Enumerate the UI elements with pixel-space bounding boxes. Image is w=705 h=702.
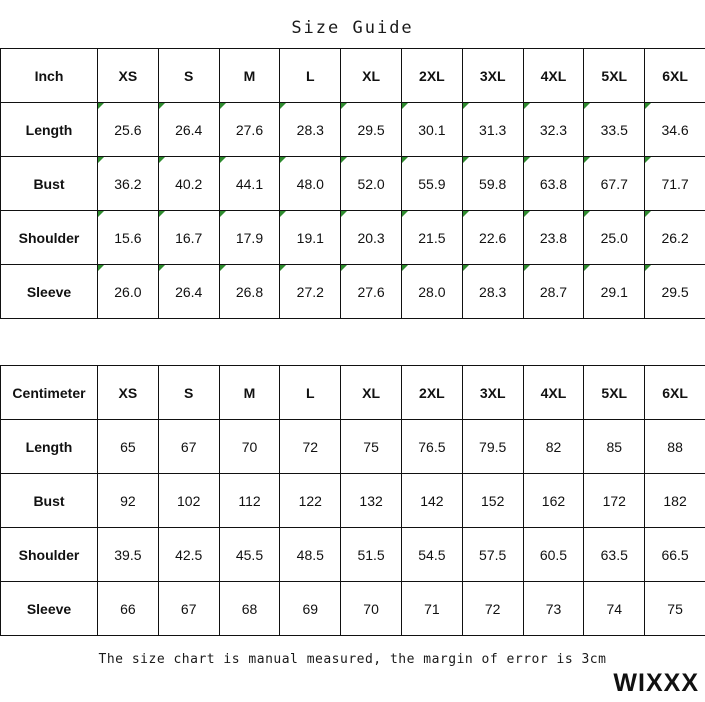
table-cell: 74 xyxy=(584,582,645,636)
table-header-row xyxy=(1,49,705,103)
table-row xyxy=(1,103,705,157)
table-cell: 28.3 xyxy=(462,265,523,319)
table-cell: 16.7 xyxy=(158,211,219,265)
table-cell: 70 xyxy=(219,420,280,474)
size-table-inch xyxy=(0,48,705,319)
column-header: 3XL xyxy=(462,366,523,420)
row-label: Length xyxy=(1,420,98,474)
row-label: Shoulder xyxy=(1,211,98,265)
table-cell: 40.2 xyxy=(158,157,219,211)
table-cell: 57.5 xyxy=(462,528,523,582)
table-cell: 20.3 xyxy=(341,211,402,265)
table-cell: 76.5 xyxy=(401,420,462,474)
column-header: 5XL xyxy=(584,49,645,103)
column-header: XS xyxy=(98,49,159,103)
table-cell: 34.6 xyxy=(645,103,705,157)
unit-label-centimeter: Centimeter xyxy=(1,366,98,420)
table-cell: 33.5 xyxy=(584,103,645,157)
table-cell: 26.8 xyxy=(219,265,280,319)
table-cell: 48.0 xyxy=(280,157,341,211)
column-header: 5XL xyxy=(584,366,645,420)
table-cell: 45.5 xyxy=(219,528,280,582)
table-cell: 71.7 xyxy=(645,157,705,211)
table-cell: 55.9 xyxy=(401,157,462,211)
column-header: 2XL xyxy=(401,49,462,103)
table-cell: 23.8 xyxy=(523,211,584,265)
table-cell: 48.5 xyxy=(280,528,341,582)
table-cell: 65 xyxy=(98,420,159,474)
table-cell: 60.5 xyxy=(523,528,584,582)
table-cell: 28.3 xyxy=(280,103,341,157)
table-cell: 26.4 xyxy=(158,103,219,157)
column-header: 4XL xyxy=(523,49,584,103)
table-cell: 52.0 xyxy=(341,157,402,211)
row-label: Bust xyxy=(1,157,98,211)
table-cell: 25.0 xyxy=(584,211,645,265)
table-separator xyxy=(0,319,705,365)
table-cell: 17.9 xyxy=(219,211,280,265)
table-cell: 112 xyxy=(219,474,280,528)
table-cell: 63.8 xyxy=(523,157,584,211)
table-cell: 28.7 xyxy=(523,265,584,319)
column-header: XL xyxy=(341,366,402,420)
table-cell: 27.2 xyxy=(280,265,341,319)
table-cell: 71 xyxy=(401,582,462,636)
column-header: 2XL xyxy=(401,366,462,420)
table-cell: 82 xyxy=(523,420,584,474)
table-cell: 72 xyxy=(462,582,523,636)
table-cell: 132 xyxy=(341,474,402,528)
column-header: 4XL xyxy=(523,366,584,420)
row-label: Shoulder xyxy=(1,528,98,582)
table-header-row xyxy=(1,366,705,420)
table-cell: 54.5 xyxy=(401,528,462,582)
brand-watermark: WIXXX xyxy=(613,669,699,697)
table-row xyxy=(1,211,705,265)
table-cell: 27.6 xyxy=(341,265,402,319)
table-cell: 19.1 xyxy=(280,211,341,265)
column-header: L xyxy=(280,366,341,420)
table-cell: 69 xyxy=(280,582,341,636)
table-cell: 31.3 xyxy=(462,103,523,157)
measurement-disclaimer: The size chart is manual measured, the margin of error is 3cm xyxy=(98,652,607,667)
table-cell: 102 xyxy=(158,474,219,528)
table-cell: 29.1 xyxy=(584,265,645,319)
table-cell: 88 xyxy=(645,420,705,474)
table-cell: 21.5 xyxy=(401,211,462,265)
column-header: 6XL xyxy=(645,366,705,420)
table-cell: 66.5 xyxy=(645,528,705,582)
table-cell: 36.2 xyxy=(98,157,159,211)
table-cell: 51.5 xyxy=(341,528,402,582)
table-cell: 142 xyxy=(401,474,462,528)
row-label: Length xyxy=(1,103,98,157)
unit-label-inch: Inch xyxy=(1,49,98,103)
table-row xyxy=(1,157,705,211)
table-cell: 73 xyxy=(523,582,584,636)
table-row xyxy=(1,420,705,474)
table-cell: 59.8 xyxy=(462,157,523,211)
table-cell: 70 xyxy=(341,582,402,636)
table-cell: 39.5 xyxy=(98,528,159,582)
table-cell: 29.5 xyxy=(645,265,705,319)
table-cell: 26.0 xyxy=(98,265,159,319)
table-cell: 85 xyxy=(584,420,645,474)
table-cell: 30.1 xyxy=(401,103,462,157)
column-header: S xyxy=(158,49,219,103)
column-header: L xyxy=(280,49,341,103)
table-cell: 63.5 xyxy=(584,528,645,582)
table-row xyxy=(1,582,705,636)
table-cell: 26.4 xyxy=(158,265,219,319)
table-cell: 67.7 xyxy=(584,157,645,211)
row-label: Sleeve xyxy=(1,265,98,319)
table-cell: 79.5 xyxy=(462,420,523,474)
table-cell: 122 xyxy=(280,474,341,528)
row-label: Bust xyxy=(1,474,98,528)
table-row xyxy=(1,265,705,319)
table-cell: 15.6 xyxy=(98,211,159,265)
table-cell: 182 xyxy=(645,474,705,528)
table-cell: 44.1 xyxy=(219,157,280,211)
column-header: S xyxy=(158,366,219,420)
table-cell: 28.0 xyxy=(401,265,462,319)
table-cell: 68 xyxy=(219,582,280,636)
table-cell: 27.6 xyxy=(219,103,280,157)
size-table-centimeter xyxy=(0,365,705,636)
table-cell: 172 xyxy=(584,474,645,528)
column-header: M xyxy=(219,49,280,103)
table-cell: 22.6 xyxy=(462,211,523,265)
table-cell: 25.6 xyxy=(98,103,159,157)
table-cell: 72 xyxy=(280,420,341,474)
table-cell: 75 xyxy=(341,420,402,474)
table-cell: 162 xyxy=(523,474,584,528)
column-header: XS xyxy=(98,366,159,420)
row-label: Sleeve xyxy=(1,582,98,636)
table-cell: 67 xyxy=(158,582,219,636)
column-header: XL xyxy=(341,49,402,103)
table-cell: 26.2 xyxy=(645,211,705,265)
page-title: Size Guide xyxy=(291,18,414,38)
table-row xyxy=(1,474,705,528)
table-cell: 75 xyxy=(645,582,705,636)
table-cell: 42.5 xyxy=(158,528,219,582)
column-header: 6XL xyxy=(645,49,705,103)
table-cell: 29.5 xyxy=(341,103,402,157)
column-header: M xyxy=(219,366,280,420)
table-row xyxy=(1,528,705,582)
column-header: 3XL xyxy=(462,49,523,103)
table-cell: 92 xyxy=(98,474,159,528)
table-cell: 32.3 xyxy=(523,103,584,157)
table-cell: 67 xyxy=(158,420,219,474)
table-cell: 66 xyxy=(98,582,159,636)
table-cell: 152 xyxy=(462,474,523,528)
